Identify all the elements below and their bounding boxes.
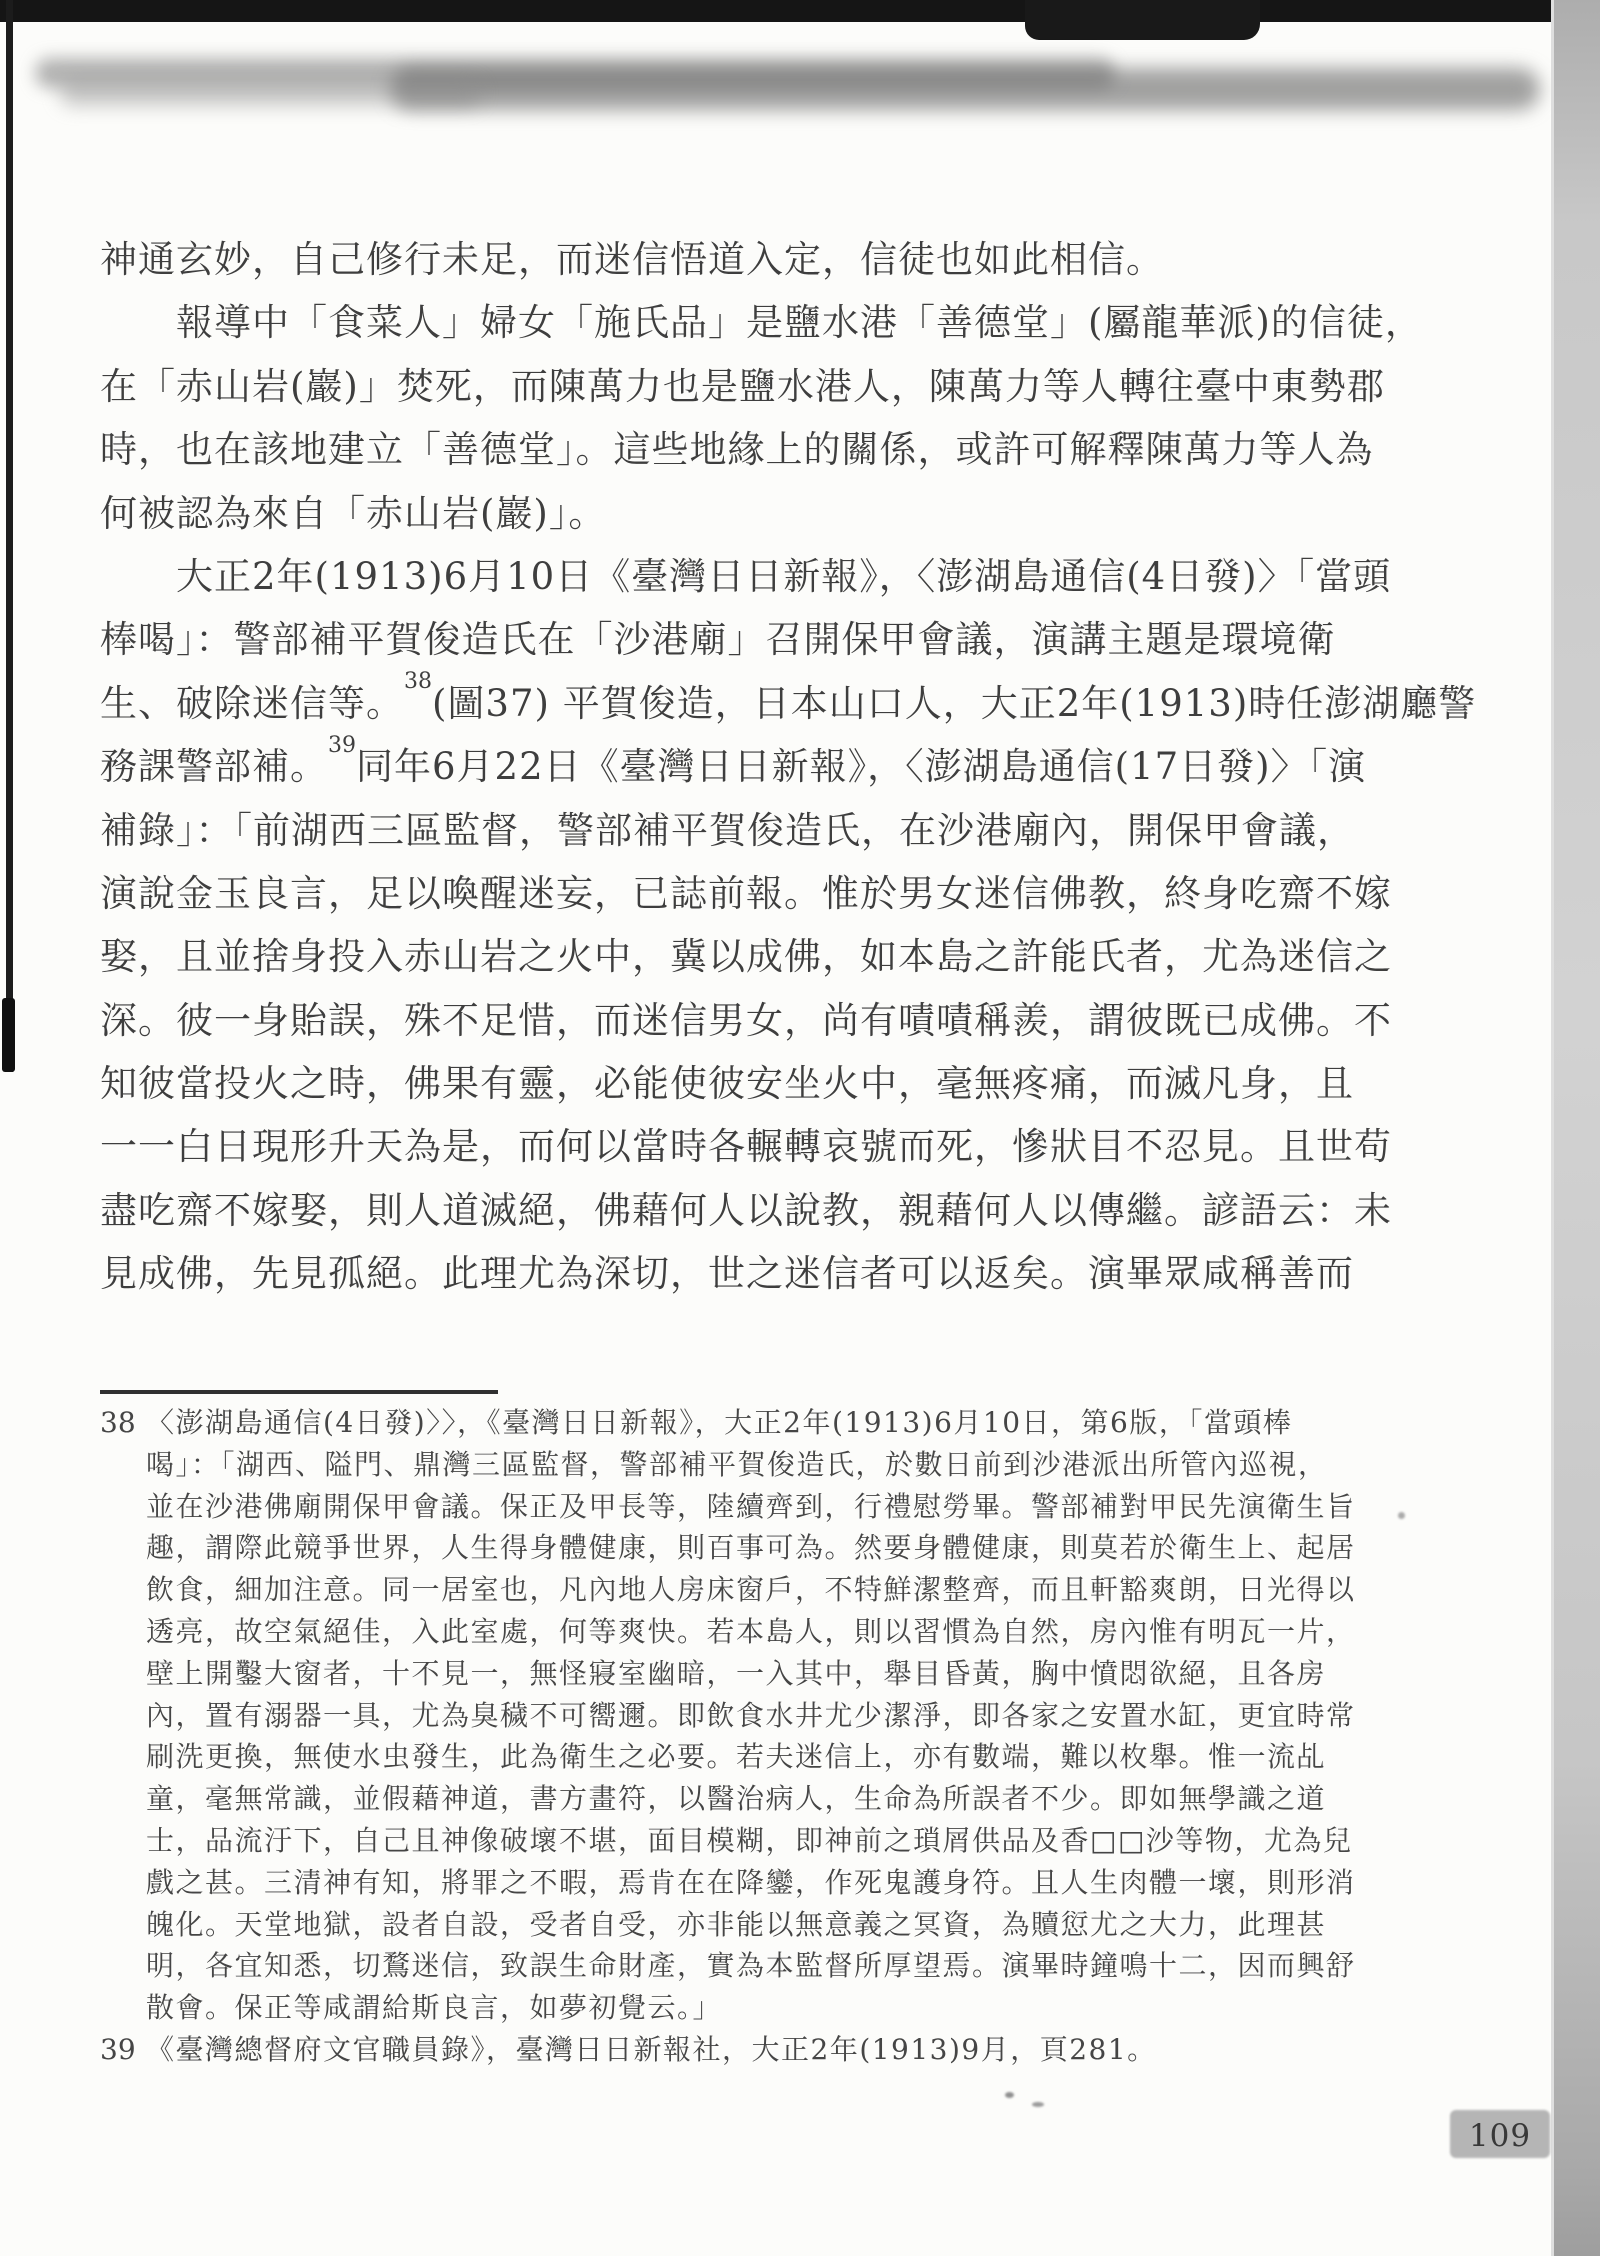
body-line: 大正2年(1913)6月10日《臺灣日日新報》，〈澎湖島通信(4日發)〉「當頭	[176, 554, 1392, 598]
footnote-line: 內，置有溺器一具，尤為臭穢不可嚮邇。即飲食水井尤少潔淨，即各家之安置水缸，更宜時常	[146, 1698, 1356, 1732]
scan-artifact-top-blob	[1025, 0, 1260, 40]
body-line: 生、破除迷信等。$^{38}$(圖37) 平賀俊造，日本山口人，大正2年(1913)時任澎湖廳警	[100, 669, 1477, 725]
footnote-line: 趣，謂際此競爭世界，人生得身體健康，則百事可為。然要身體健康，則莫若於衛生上、起居	[146, 1531, 1356, 1565]
scan-artifact-speck	[1032, 2102, 1044, 2107]
footnote-line: 魄化。天堂地獄，設者自設，受者自受，亦非能以無意義之冥資，為贖愆尤之大力，此理甚	[146, 1907, 1327, 1941]
body-line: 棒喝」：警部補平賀俊造氏在「沙港廟」召開保甲會議，演講主題是環境衛	[100, 618, 1336, 662]
footnote-number: 39	[100, 2032, 136, 2066]
scan-artifact-speck	[1005, 2092, 1014, 2098]
body-line: 見成佛，先見孤絕。此理尤為深切，世之迷信者可以返矣。演畢眾咸稱善而	[100, 1252, 1354, 1296]
scan-artifact-left-blob	[2, 998, 15, 1072]
footnote-line: 透亮，故空氣絕佳，入此室處，何等爽快。若本島人，則以習慣為自然，房內惟有明瓦一片，	[146, 1614, 1356, 1648]
scan-artifact-top-band	[0, 0, 1600, 22]
footnote-line: 壁上開鑿大窗者，十不見一，無怪寢室幽暗，一入其中，舉目昏黃，胸中憤悶欲絕，且各房	[146, 1656, 1327, 1690]
footnote-line: 並在沙港佛廟開保甲會議。保正及甲長等，陸續齊到，行禮慰勞畢。警部補對甲民先演衛生旨	[146, 1489, 1356, 1523]
page-number: 109	[1468, 2118, 1532, 2154]
footnote-line: 刷洗更換，無使水虫發生，此為衛生之必要。若夫迷信上，亦有數端，難以枚舉。惟一流乩	[146, 1740, 1327, 1774]
footnote-line: 散會。保正等咸謂給斯良言，如夢初覺云。」	[146, 1991, 723, 2025]
footnote-line: 童，毫無常識，並假藉神道，書方畫符，以醫治病人，生命為所誤者不少。即如無學識之道	[146, 1782, 1327, 1816]
body-line: 盡吃齋不嫁娶，則人道滅絕，佛藉何人以說教，親藉何人以傳繼。諺語云：未	[100, 1188, 1392, 1232]
body-line: 在「赤山岩(巖)」焚死，而陳萬力也是鹽水港人，陳萬力等人轉往臺中東勢郡	[100, 364, 1385, 408]
footnote-line: 38 〈澎湖島通信(4日發)〉〉，《臺灣日日新報》，大正2年(1913)6月10日，第6版，「當頭棒	[100, 1402, 1500, 1444]
footnote-line: 喝」：「湖西、隘門、鼎灣三區監督，警部補平賀俊造氏，於數日前到沙港派出所管內巡視，	[146, 1447, 1328, 1481]
body-line: 時，也在該地建立「善德堂」。這些地緣上的關係，或許可解釋陳萬力等人為	[100, 428, 1374, 472]
body-line: 務課警部補。$^{39}$同年6月22日《臺灣日日新報》，〈澎湖島通信(17日發)〉「演	[100, 732, 1367, 789]
footnote-line: 士，品流汙下，自己且神像破壞不堪，面目模糊，即神前之瑣屑供品及香□□沙等物，尤為兒	[146, 1823, 1353, 1857]
footnote-number: 38	[100, 1406, 136, 1439]
footnote-line: 39 《臺灣總督府文官職員錄》，臺灣日日新報社，大正2年(1913)9月，頁281。	[100, 2029, 1500, 2071]
footnote-line: 戲之甚。三清神有知，將罪之不暇，焉肯在在降鑾，作死鬼護身符。且人生肉體一壞，則形消	[146, 1865, 1356, 1899]
footnotes	[100, 1402, 1500, 2071]
body-line: 何被認為來自「赤山岩(巖)」。	[100, 491, 607, 535]
body-line: 知彼當投火之時，佛果有靈，必能使彼安坐火中，毫無疼痛，而滅凡身，且	[100, 1062, 1354, 1106]
body-line: 一一白日現形升天為是，而何以當時各輾轉哀號而死，慘狀目不忍見。且世苟	[100, 1125, 1392, 1169]
body-line: 神通玄妙，自己修行未足，而迷信悟道入定，信徒也如此相信。	[100, 238, 1164, 281]
footnote-separator	[100, 1390, 498, 1394]
scan-artifact-blur-streak	[60, 80, 480, 106]
footnote-ref: 39	[328, 732, 356, 758]
body-text	[100, 228, 1477, 1306]
body-line: 補錄」：「前湖西三區監督，警部補平賀俊造氏，在沙港廟內，開保甲會議，	[100, 808, 1355, 852]
footnote-ref: 38	[404, 669, 432, 695]
footnote-line: 明，各宜知悉，切鶩迷信，致誤生命財產，實為本監督所厚望焉。演畢時鐘鳴十二，因而興舒	[146, 1949, 1356, 1983]
scan-artifact-left-line	[6, 0, 13, 1072]
body-line: 演說金玉良言，足以喚醒迷妄，已誌前報。惟於男女迷信佛教，終身吃齋不嫁	[100, 871, 1392, 915]
scan-artifact-blur-streak	[390, 68, 1540, 110]
scan-artifact-right-strip	[1551, 0, 1600, 2256]
footnote-line: 飲食，細加注意。同一居室也，凡內地人房床窗戶，不特鮮潔整齊，而且軒豁爽朗，日光得以	[146, 1573, 1356, 1607]
body-line: 娶，且並捨身投入赤山岩之火中，冀以成佛，如本島之許能氏者，尤為迷信之	[100, 935, 1392, 979]
body-line: 報導中「食菜人」婦女「施氏品」是鹽水港「善德堂」(屬龍華派)的信徒，	[176, 301, 1423, 345]
body-line: 深。彼一身貽誤，殊不足惜，而迷信男女，尚有嘖嘖稱羨，謂彼既已成佛。不	[100, 998, 1392, 1042]
